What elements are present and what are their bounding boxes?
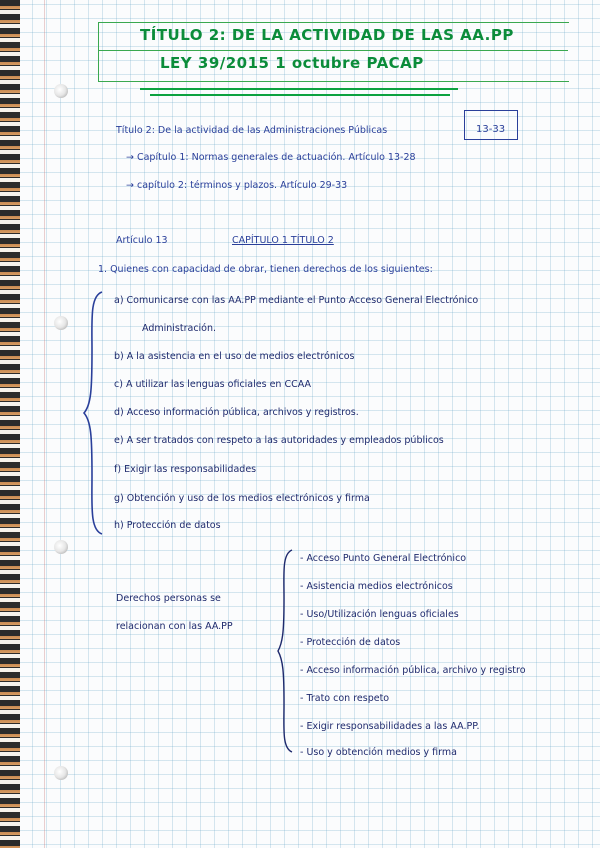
summary-item: - Acceso información pública, archivo y registro — [300, 665, 526, 676]
summary-item: - Uso y obtención medios y firma — [300, 747, 457, 758]
summary-brace — [276, 548, 296, 754]
summary-item: - Asistencia medios electrónicos — [300, 581, 453, 592]
rights-item-b: b) A la asistencia en el uso de medios electrónicos — [114, 351, 355, 362]
rights-item-h: h) Protección de datos — [114, 520, 221, 531]
chapter-heading: CAPÍTULO 1 TÍTULO 2 — [232, 235, 334, 246]
summary-label-line1: Derechos personas se — [116, 593, 221, 604]
chapter-1-line: → Capítulo 1: Normas generales de actuación. Artículo 13-28 — [126, 152, 416, 163]
punch-hole — [54, 84, 68, 98]
summary-item: - Trato con respeto — [300, 693, 390, 704]
punch-hole — [54, 766, 68, 780]
header-divider — [98, 50, 568, 51]
rights-brace — [82, 290, 106, 536]
summary-item: - Exigir responsabilidades a las AA.PP. — [300, 721, 480, 732]
punch-hole — [54, 316, 68, 330]
title-underline — [140, 88, 458, 90]
rights-item-f: f) Exigir las responsabilidades — [114, 464, 257, 475]
page-margin-line — [44, 0, 45, 848]
intro-title-line: Título 2: De la actividad de las Administraciones Públicas — [116, 125, 388, 136]
rights-lead: 1. Quienes con capacidad de obrar, tienen derechos de los siguientes: — [98, 264, 433, 275]
summary-item: - Acceso Punto General Electrónico — [300, 553, 467, 564]
title-underline — [150, 94, 450, 96]
rights-item-a-cont: Administración. — [142, 323, 217, 334]
summary-label-line2: relacionan con las AA.PP — [116, 621, 233, 632]
article-label: Artículo 13 — [116, 235, 168, 246]
spiral-binding — [0, 0, 20, 848]
rights-item-e: e) A ser tratados con respeto a las autoridades y empleados públicos — [114, 435, 444, 446]
summary-item: - Protección de datos — [300, 637, 401, 648]
page-title: TÍTULO 2: DE LA ACTIVIDAD DE LAS AA.PP — [140, 26, 514, 44]
summary-item: - Uso/Utilización lenguas oficiales — [300, 609, 459, 620]
punch-hole — [54, 540, 68, 554]
page-subtitle: LEY 39/2015 1 octubre PACAP — [160, 54, 424, 72]
rights-item-g: g) Obtención y uso de los medios electrónicos y firma — [114, 493, 370, 504]
chapter-2-line: → capítulo 2: términos y plazos. Artículo 29-33 — [126, 180, 348, 191]
rights-item-c: c) A utilizar las lenguas oficiales en CCAA — [114, 379, 311, 390]
articles-range: 13-33 — [476, 124, 506, 135]
rights-item-d: d) Acceso información pública, archivos y registros. — [114, 407, 359, 418]
rights-item-a: a) Comunicarse con las AA.PP mediante el Punto Acceso General Electrónico — [114, 295, 479, 306]
